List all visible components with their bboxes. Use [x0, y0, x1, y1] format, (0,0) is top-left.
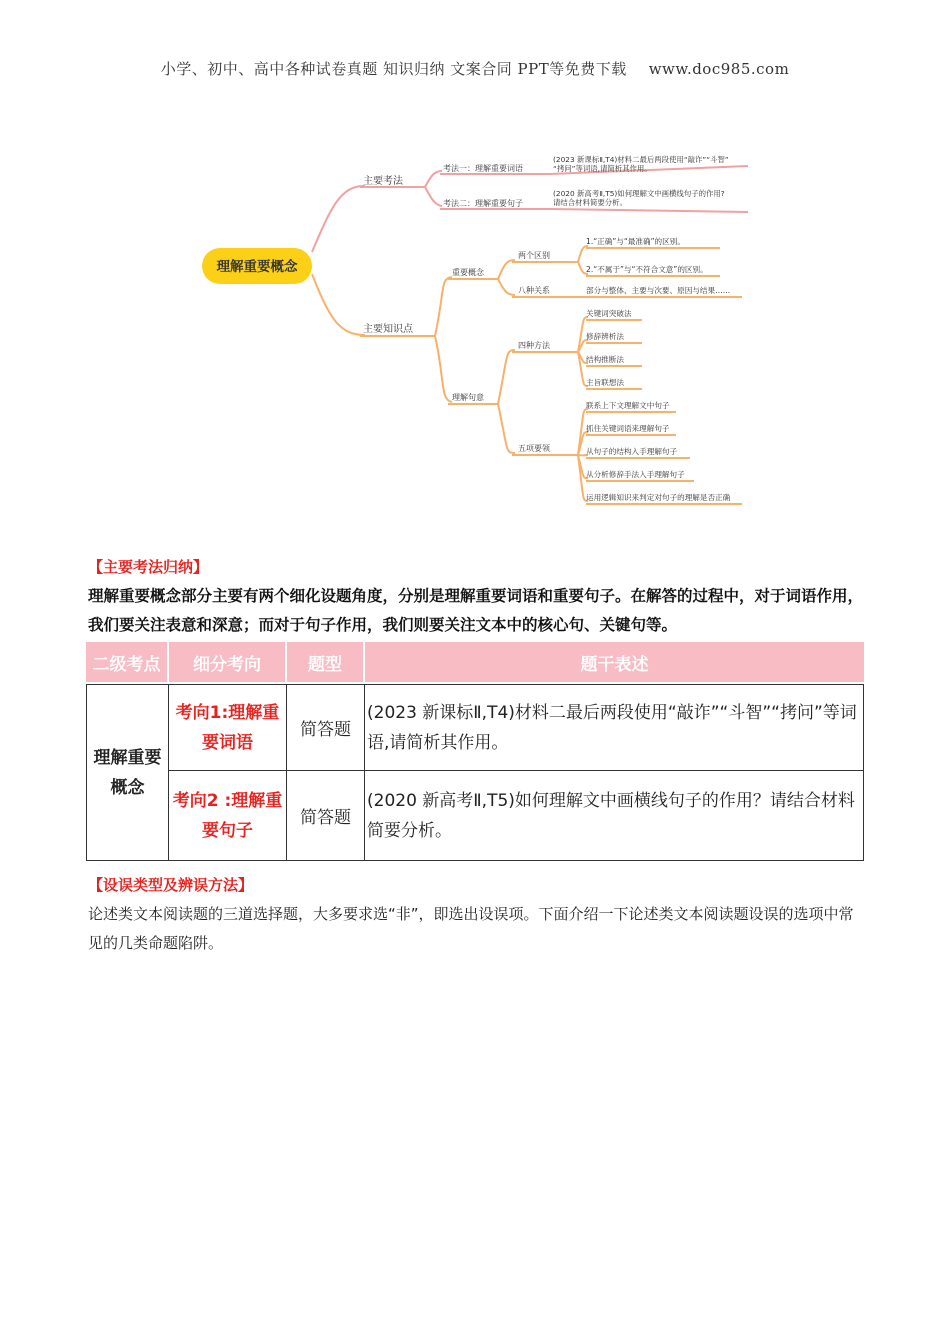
direction-cell: 考向2 :理解重要句子 [169, 771, 287, 861]
section-paragraph-error-types: 论述类文本阅读题的三道选择题，大多要求选“非”，即选出设误项。下面介绍一下论述类文本阅读题设误的选项中常见的几类命题陷阱。 [88, 905, 854, 952]
mm-two-diff-label: 两个区别 [518, 251, 550, 260]
table-header-row [86, 642, 864, 682]
mm-concept-label: 重要概念 [452, 268, 484, 277]
mm-branch1-item2-desc1: (2020 新高考Ⅱ,T5)如何理解文中画横线句子的作用? [553, 189, 725, 198]
table-header-cell: 二级考点 [86, 642, 169, 682]
level-cell: 理解重要概念 [86, 684, 169, 861]
table-row [86, 771, 864, 861]
mm-two-diff-item1: 1.“正确”与“最准确”的区别。 [586, 237, 685, 246]
mm-link-branch2-concept [435, 277, 452, 336]
summary-table [86, 642, 864, 861]
stem-cell: (2023 新课标Ⅱ,T4)材料二最后两段使用“敲诈”“斗智”“拷问”等词语,请简析其作用。 [365, 684, 864, 771]
mm-branch1-item1-label: 考法一：理解重要词语 [443, 164, 523, 173]
mm-link-concept-eight [498, 279, 515, 295]
mm-four-method-1: 关键词突破法 [586, 309, 632, 318]
mm-branch1-item2-label: 考法二：理解重要句子 [443, 199, 523, 208]
mm-five-point-5: 运用逻辑知识来判定对句子的理解是否正确 [586, 493, 731, 502]
stem-cell: (2020 新高考Ⅱ,T5)如何理解文中画横线句子的作用？请结合材料简要分析。 [365, 771, 864, 861]
mm-link-root-branch1 [312, 186, 365, 252]
header-url[interactable]: www.doc985.com [648, 60, 790, 78]
mm-link-branch2-sentence [435, 336, 452, 402]
type-cell: 简答题 [287, 771, 365, 861]
section-title-error-types: 【设误类型及辨误方法】 [88, 876, 254, 894]
mm-five-point-3: 从句子的结构入手理解句子 [586, 447, 678, 456]
header-text: 小学、初中、高中各种试卷真题 知识归纳 文案合同 PPT等免费下载 [160, 60, 627, 78]
mm-link-branch1-item2 [425, 187, 442, 206]
direction-cell: 考向1:理解重要词语 [169, 684, 287, 771]
mm-branch2-label: 主要知识点 [363, 324, 413, 335]
table-header-cell: 题型 [287, 642, 365, 682]
mm-link-root-branch2 [312, 274, 365, 335]
mm-branch1-label: 主要考法 [363, 176, 403, 187]
mm-link-sentence-four [498, 350, 515, 404]
mm-root-label: 理解重要概念 [216, 259, 298, 275]
mm-branch1-item1-desc1: (2023 新课标Ⅱ,T4)材料二最后两段使用“敲诈”“斗智” [553, 155, 729, 164]
mm-four-method-4: 主旨联想法 [586, 378, 624, 387]
mind-map [190, 150, 760, 520]
mm-five-points-label: 五项要领 [518, 444, 550, 453]
mm-eight-rel-item: 部分与整体、主要与次要、原因与结果…… [586, 286, 731, 295]
mm-link-sentence-five [498, 404, 515, 453]
section-paragraph-main-methods: 理解重要概念部分主要有两个细化设题角度，分别是理解重要词语和重要句子。在解答的过程中，对于词语作用，我们要关注表意和深意；而对于句子作用，我们则要关注文本中的核心句、关键句等。 [88, 587, 864, 634]
mm-sentence-label: 理解句意 [452, 393, 484, 402]
mm-eight-rel-label: 八种关系 [518, 286, 550, 295]
mm-five-point-1: 联系上下文理解文中句子 [586, 401, 670, 410]
type-cell: 简答题 [287, 684, 365, 771]
mm-branch1-item1-desc2: “拷问”等词语,请简析其作用。 [553, 164, 652, 173]
mm-five-point-2: 抓住关键词语来理解句子 [586, 424, 670, 433]
mm-four-methods-label: 四种方法 [518, 341, 550, 350]
mm-four-method-2: 修辞辨析法 [586, 332, 624, 341]
table-header-cell: 题干表述 [365, 642, 864, 682]
table-row [86, 684, 864, 771]
mm-two-diff-item2: 2.“不属于”与“不符合文意”的区别。 [586, 265, 708, 274]
section-title-main-methods: 【主要考法归纳】 [88, 558, 209, 576]
mm-item2-underline [440, 209, 748, 212]
mm-branch1-item2-desc2: 请结合材料简要分析。 [553, 198, 627, 207]
page-header [0, 58, 950, 79]
mm-link-branch1-item1 [425, 171, 442, 187]
mm-five-point-4: 从分析修辞手法入手理解句子 [586, 470, 685, 479]
table-header-cell: 细分考向 [169, 642, 287, 682]
mm-four-method-3: 结构推断法 [586, 355, 624, 364]
